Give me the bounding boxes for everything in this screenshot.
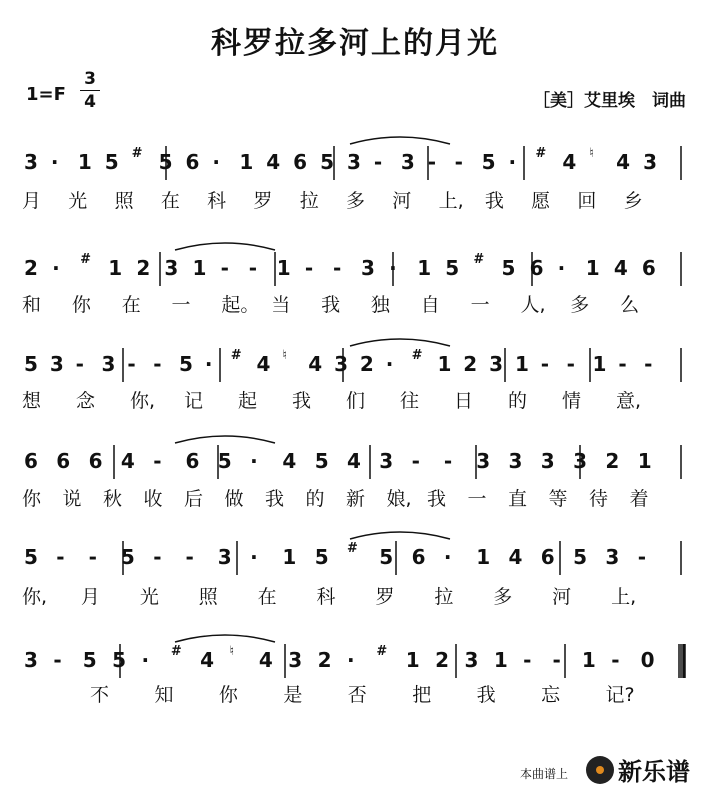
note: 1 (585, 256, 600, 280)
note: # (170, 644, 182, 659)
lyric: 当 (271, 294, 291, 316)
note: 4 (120, 449, 135, 473)
lyric: 科 (207, 190, 227, 212)
lyric: 照 (114, 190, 134, 212)
note: 6 (641, 256, 656, 280)
note: - (618, 352, 627, 376)
note: · (389, 256, 397, 280)
note: 6 (185, 449, 200, 473)
note: 3 (49, 352, 64, 376)
slur (350, 137, 450, 144)
lyric: 不 (90, 684, 110, 706)
note-row (0, 348, 710, 382)
note: · (508, 150, 517, 174)
note: 1 (282, 545, 297, 569)
footer-note: 本曲谱上 (520, 767, 569, 781)
lyric: 说 (62, 488, 82, 510)
note: · (52, 256, 60, 280)
song-title: 科罗拉多河上的月光 (211, 26, 499, 61)
note: 4 (508, 545, 523, 569)
note: 1 (417, 256, 432, 280)
note: 1 (581, 648, 596, 672)
note: · (50, 150, 59, 174)
note: - (127, 352, 136, 376)
lyric: 光 (68, 190, 88, 212)
note: 5 (120, 545, 135, 569)
lyric: 做 (224, 488, 244, 510)
note: 5 (179, 352, 193, 376)
note: 5 (104, 150, 119, 174)
note: 1 (405, 648, 420, 672)
lyric-row (0, 582, 710, 610)
lyric: 拉 (434, 586, 454, 608)
lyric-row (0, 680, 710, 708)
lyric: 记 (184, 390, 204, 412)
note: 5 (82, 648, 97, 672)
note: 4 (200, 648, 215, 672)
note: 5 (24, 352, 38, 376)
lyric: 的 (508, 390, 528, 412)
lyric-row (0, 484, 710, 512)
note: - (443, 449, 453, 473)
note: 3 (540, 449, 555, 473)
note: 6 (88, 449, 103, 473)
note: ♮ (229, 644, 235, 659)
note: - (611, 648, 620, 672)
note: 5 (501, 256, 516, 280)
lyric: 么 (620, 294, 640, 316)
lyric: 罗 (375, 586, 395, 608)
note: 1 (276, 256, 291, 280)
note: 5 (24, 545, 38, 569)
note: 2 (24, 256, 38, 280)
key-signature: 1=F (26, 84, 66, 105)
lyric: 娘, (386, 488, 412, 510)
note: 5 (112, 648, 126, 672)
note: - (332, 256, 342, 280)
lyric: 是 (283, 684, 303, 706)
lyric: 你, (22, 586, 48, 608)
lyric: 收 (143, 488, 163, 510)
lyric: 在 (160, 190, 180, 212)
note: 1 (192, 256, 207, 280)
lyric: 光 (139, 586, 159, 608)
note: 2 (136, 256, 151, 280)
disc-icon (586, 756, 614, 784)
note: - (75, 352, 84, 376)
note: 1 (239, 150, 254, 174)
note-row (0, 541, 710, 575)
note: · (212, 150, 221, 174)
note: 6 (529, 256, 544, 280)
note: # (411, 348, 423, 363)
note: 1 (514, 352, 529, 376)
lyric: 照 (198, 586, 218, 608)
lyric: 待 (589, 488, 609, 510)
lyric: 你 (22, 488, 42, 510)
note: - (637, 545, 646, 569)
note: 6 (185, 150, 200, 174)
note: 6 (293, 150, 308, 174)
note: · (204, 352, 213, 376)
note: - (153, 449, 162, 473)
lyric: 的 (305, 488, 325, 510)
lyric: 上, (438, 190, 464, 212)
note-row (0, 252, 710, 286)
note: 1 (493, 648, 508, 672)
lyric-row (0, 290, 710, 318)
slur (175, 635, 275, 642)
lyric-row (0, 386, 710, 414)
note: - (644, 352, 653, 376)
slur (350, 339, 450, 346)
note: - (220, 256, 229, 280)
note: 6 (411, 545, 426, 569)
note: 3 (379, 449, 394, 473)
lyric: 上, (611, 586, 637, 608)
slur (350, 532, 450, 539)
note-row (0, 146, 710, 180)
lyric: 我 (427, 488, 447, 510)
lyric: 乡 (623, 190, 643, 212)
lyric: 知 (154, 684, 174, 706)
note: 4 (282, 449, 297, 473)
note: 4 (258, 648, 273, 672)
note: - (304, 256, 314, 280)
lyric: 我 (476, 684, 496, 706)
note: # (535, 146, 547, 161)
note: 3 (489, 352, 504, 376)
composer-credit: ［美］艾里埃 词曲 (533, 91, 686, 111)
note: 3 (101, 352, 116, 376)
lyric: 科 (316, 586, 336, 608)
note: 2 (605, 449, 620, 473)
note-row (0, 449, 710, 479)
lyric: 河 (392, 190, 412, 212)
note: 3 (217, 545, 232, 569)
meter-bottom: 4 (84, 92, 96, 112)
note: - (566, 352, 575, 376)
note: 4 (562, 150, 577, 174)
lyric: 在 (257, 586, 277, 608)
note: - (153, 352, 162, 376)
lyric: 往 (400, 390, 420, 412)
note: 2 (435, 648, 449, 672)
note: 2 (463, 352, 478, 376)
brand-logo (586, 752, 690, 787)
note: - (373, 150, 383, 174)
meter-top: 3 (84, 69, 96, 89)
note: 4 (308, 352, 323, 376)
note: 4 (616, 150, 631, 174)
note: ♮ (589, 146, 594, 161)
lyric: 新 (346, 488, 366, 510)
lyric: 我 (321, 294, 341, 316)
note: - (552, 648, 561, 672)
lyric: 你 (218, 684, 238, 706)
note: 3 (605, 545, 620, 569)
lyric: 人, (520, 294, 546, 316)
note: 6 (56, 449, 71, 473)
note: 3 (24, 648, 38, 672)
note: · (347, 648, 355, 672)
note: 1 (637, 449, 652, 473)
note: 3 (573, 449, 588, 473)
lyric: 着 (629, 488, 649, 510)
lyric: 起。 (221, 294, 260, 316)
note: 2 (317, 648, 332, 672)
note: 6 (540, 545, 555, 569)
lyric: 我 (484, 190, 504, 212)
lyric: 你 (71, 294, 91, 316)
note: 2 (359, 352, 374, 376)
note: - (248, 256, 257, 280)
lyric: 多 (493, 586, 513, 608)
note: 4 (266, 150, 281, 174)
lyric: 意, (616, 390, 642, 412)
note: # (347, 541, 358, 556)
lyric: 多 (570, 294, 590, 316)
lyric: 河 (552, 586, 572, 608)
note: · (250, 545, 258, 569)
note: 1 (77, 150, 92, 174)
lyric: 们 (346, 390, 366, 412)
note: 3 (400, 150, 415, 174)
lyric: 想 (22, 390, 42, 412)
note: - (53, 648, 62, 672)
lyric: 月 (22, 190, 42, 212)
slur (175, 243, 275, 250)
lyric: 后 (184, 488, 204, 510)
lyric: 等 (548, 488, 568, 510)
note: 3 (464, 648, 479, 672)
note: · (141, 648, 150, 672)
lyric: 多 (346, 190, 366, 212)
note: 4 (347, 449, 361, 473)
note: - (153, 545, 162, 569)
note: · (557, 256, 566, 280)
note: · (385, 352, 394, 376)
note: 5 (573, 545, 588, 569)
note: # (376, 644, 388, 659)
note: 5 (481, 150, 496, 174)
note: - (411, 449, 420, 473)
lyric: 愿 (531, 190, 551, 212)
lyric: 月 (80, 586, 100, 608)
note: - (56, 545, 65, 569)
note: # (473, 252, 485, 267)
note: 5 (379, 545, 394, 569)
note: · (443, 545, 452, 569)
note: 5 (314, 545, 329, 569)
note: 1 (108, 256, 123, 280)
note: ♮ (282, 348, 288, 363)
note: - (523, 648, 532, 672)
note: 5 (158, 150, 173, 174)
note: 3 (347, 150, 361, 174)
note: 1 (592, 352, 607, 376)
note: 4 (613, 256, 628, 280)
lyric: 念 (76, 390, 96, 412)
lyric: 在 (121, 294, 141, 316)
note: # (80, 252, 92, 267)
lyric-row (0, 186, 710, 214)
lyric: 记? (605, 684, 635, 706)
lyric: 直 (508, 488, 528, 510)
lyric: 我 (265, 488, 285, 510)
lyric: 一 (470, 294, 490, 316)
lyric: 你, (130, 390, 156, 412)
note: 3 (24, 150, 38, 174)
lyric: 一 (171, 294, 191, 316)
lyric: 罗 (253, 190, 273, 212)
note: # (131, 146, 143, 161)
slur (175, 436, 275, 443)
lyric: 拉 (299, 190, 319, 212)
note: 3 (361, 256, 375, 280)
note: - (427, 150, 437, 174)
note: 3 (508, 449, 523, 473)
lyric: 秋 (103, 488, 123, 510)
note: - (540, 352, 550, 376)
note: 5 (445, 256, 460, 280)
note: 1 (476, 545, 491, 569)
note: 3 (476, 449, 491, 473)
note: 1 (437, 352, 452, 376)
lyric: 日 (454, 390, 474, 412)
note: 3 (334, 352, 348, 376)
note-row (0, 644, 710, 678)
note: - (88, 545, 97, 569)
lyric: 把 (412, 684, 432, 706)
note: 3 (643, 150, 657, 174)
lyric: 否 (347, 684, 367, 706)
note: 6 (24, 449, 38, 473)
brand-name: 新乐谱 (618, 758, 690, 786)
note: 5 (314, 449, 329, 473)
note: - (454, 150, 463, 174)
lyric: 情 (562, 390, 582, 412)
lyric: 自 (420, 294, 440, 316)
note: 4 (256, 352, 271, 376)
note: - (185, 545, 194, 569)
note: 3 (164, 256, 179, 280)
note: 5 (320, 150, 334, 174)
lyric: 回 (577, 190, 597, 212)
note: · (250, 449, 258, 473)
lyric: 忘 (541, 684, 561, 706)
note: 0 (640, 648, 655, 672)
note: 5 (217, 449, 232, 473)
note: 3 (288, 648, 303, 672)
lyric: 和 (22, 294, 42, 316)
lyric: 一 (467, 488, 487, 510)
note: # (230, 348, 242, 363)
lyric: 独 (370, 294, 390, 316)
lyric: 我 (292, 390, 312, 412)
lyric: 起 (238, 390, 258, 412)
